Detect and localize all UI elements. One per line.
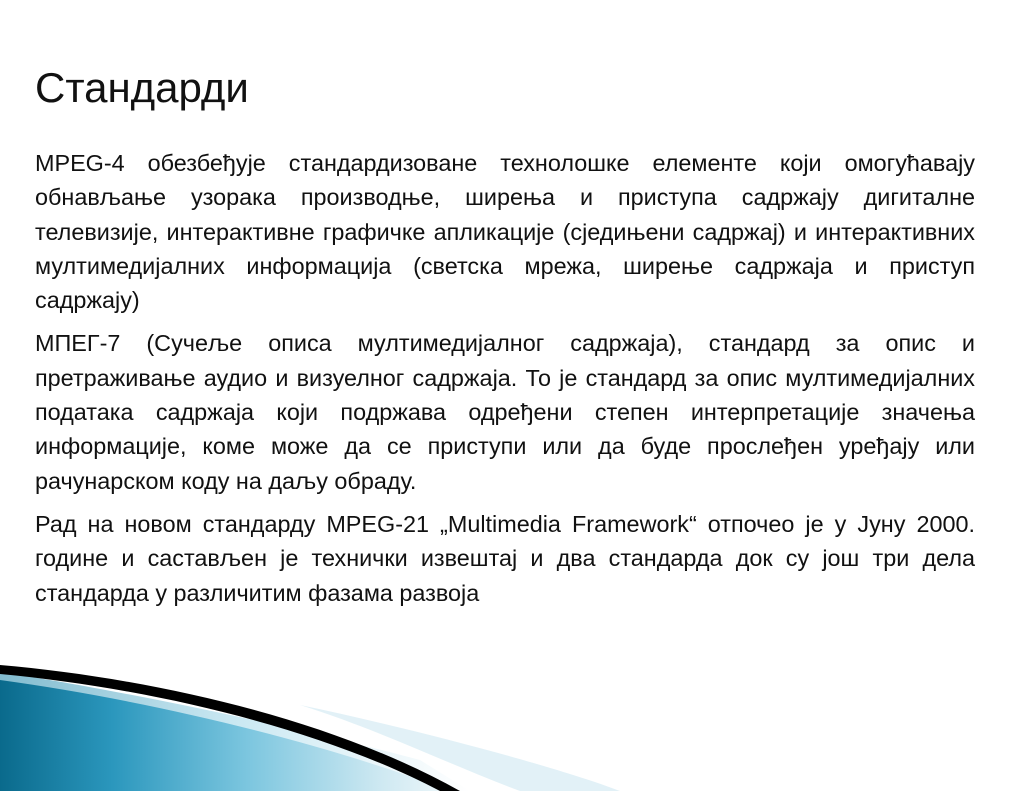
wave-band [0,680,450,791]
paragraph-mpeg4: MPEG-4 обезбеђује стандардизоване технолошке елементе који омогућавају обнављање узорака производње, ширења и приступа садржају дигиталне телевизије, интерактивне графичке апликације (сједињени садржај) и интерактивних мултимедијалних информација (светска мрежа, ширење садржаја и приступ садржају) [35,150,975,314]
slide-title: Стандарди [35,64,249,111]
slide-body [35,146,975,619]
paragraph-mpeg21: Рад на новом стандарду MPEG-21 „Multimedia Framework“ отпочео је у Јуну 2000. године и састављен је технички извештај и два стандарда док су још три дела стандарда у различитим фазама развоја [35,510,975,606]
paragraph-mpeg7: МПЕГ-7 (Сучеље описа мултимедијалног садржаја), стандард за опис и претраживање аудио и визуелног садржаја. То је стандард за опис мултимедијалних података садржаја који подржава одређени степен интерпретације значења информације, коме може да се приступи или да буде прослеђен уређају или рачунарском коду на даљу обраду. [35,330,975,494]
